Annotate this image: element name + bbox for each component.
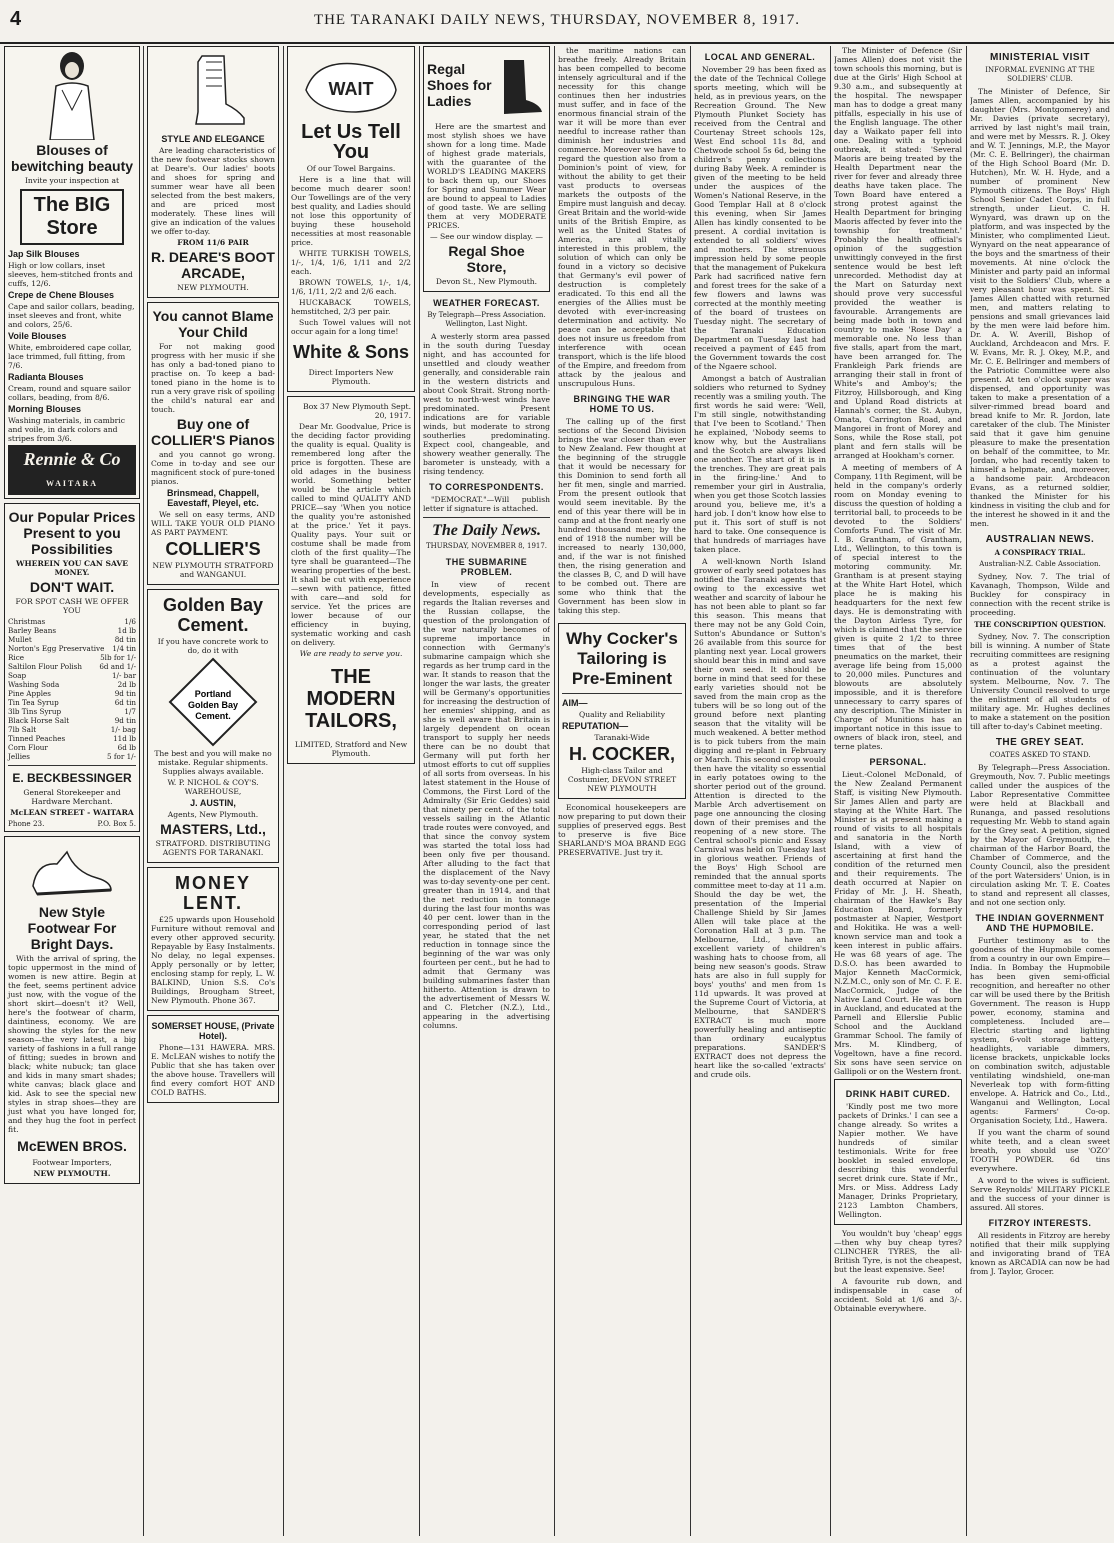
regal-title: Regal Shoes for Ladies <box>427 61 492 109</box>
australian-text-1: Sydney, Nov. 7. The trial of Kavanagh, Thompson, Wilde and Buckley for conspiracy in connection with the recent strike is proceeding. <box>970 572 1110 617</box>
general-text-2: A meeting of members of A Company, 11th Regiment, will be held in the company's orderly room on Monday evening to discuss the question of holding a territorial ball, to proceeds to be devoted to the Soldiers' Comforts Fund. The visit of Mr. I. B. Grantham, of Grantham, Ltd., Wellington, to this town is of special interest to the motoring community. Mr. Grantham is at present staying at the White Hart Hotel, which place he is making his headquarters for the next few days. He is demonstrating with the Dayton Airless Tyre, for which is claimed that the service given is quite 2 1/2 to three times that of the best pneumatics on the market, their average life being from 15,000 to 20,000 miles. Punctures and blowouts are absolutely impossible, and it is therefore unnecessary to carry spares of any description. The Minister in Charge of Munitions has an important notice in this issue to owners of black iron, steel, and terne plates. <box>834 463 962 751</box>
beckbessinger-phone: Phone 23. <box>8 819 45 828</box>
mcewen-name: McEWEN BROS. <box>17 1138 127 1154</box>
cocker-name: H. COCKER, <box>568 744 675 764</box>
blouse-item-desc: White, embroidered cape collar, lace trimmed, full fitting, from 7/6. <box>8 343 132 370</box>
indian-text: Further testimony as to the goodness of the Hupmobile comes from a country in our own Empire—India. In Bombay the Hupmobile has been given semi-official recognition, and hereafter no other car will be used there by the British Government. The reason is Hupp power, economy, stamina and completeness. Included are—Electric starting and lighting system, 6-volt storage battery, headlights, variable dimmers, license brackets, unpickable locks on combination switch, adjustable ventilating windshield, one-man Neverleak top with form-fitting envelope. A. Hatrick and Co., Ltd., Wanganui and Wellington, Local agents: Farmers' Co-op. Organisation Society, Ltd., Hawera. <box>970 936 1110 1125</box>
towels-note: Such Towel values will not occur again for a long time! <box>291 318 411 336</box>
beckbessinger-box: P.O. Box 5. <box>97 819 136 828</box>
price-value: 5 for 1/- <box>107 752 136 761</box>
column-2 <box>147 46 279 1536</box>
wives-text: A word to the wives is sufficient. Serve Reynolds' MILITARY PICKLE and the success of your dinner is assured. All stores. <box>970 1176 1110 1212</box>
weather-text: A westerly storm area passed in the south during Tuesday night, and has accounted for unsettled and cloudy weather generally, and considerable rain in the western districts and about Cook Strait. Strong north-west to north-west winds have predominated. Present indications are for variable winds, but moderate to strong southerlies predominating. Expect cool, changeable, and showery weather generally. The barometer is unsteady, with a rising tendency. <box>423 332 550 476</box>
drink-heading: DRINK HABIT CURED. <box>845 1089 951 1099</box>
price-item: Saltilon Flour Polish <box>8 662 82 671</box>
golden-after: The best and you will make no mistake. Regular shipments. Supplies always available. <box>154 749 272 776</box>
towel-item: HUCKABACK TOWELS, hemstitched, 2/3 per pair. <box>291 298 411 316</box>
aim-label: AIM— <box>562 698 588 708</box>
ministerial-sub: INFORMAL EVENING AT THE SOLDIERS' CLUB. <box>985 66 1095 83</box>
regal-window: — See our window display. — <box>430 232 543 241</box>
weather-heading: WEATHER FORECAST. <box>433 298 540 308</box>
grey-heading: THE GREY SEAT. <box>995 737 1085 748</box>
letus-sub: Of our Towel Bargains. <box>306 164 396 173</box>
blouse-item-name: Radianta Blouses <box>8 372 84 382</box>
deare-boot-ad <box>147 46 279 298</box>
column-3 <box>287 46 415 1536</box>
price-value: 6d and 1/- <box>99 662 136 671</box>
column-rule <box>554 46 555 1536</box>
white-sons-towels-ad <box>287 46 415 392</box>
submarine-heading: THE SUBMARINE PROBLEM. <box>445 557 528 577</box>
price-row <box>8 689 136 698</box>
local-heading: LOCAL AND GENERAL. <box>704 52 816 62</box>
fitzroy-heading: FITZROY INTERESTS. <box>988 1218 1092 1228</box>
local-text-2: Amongst a batch of Australian soldiers who returned to Sydney recently was a smiling youth. The first words he said were: 'Well, I'm still single, notwithstanding that I've been to Scotland.' Then he explained, 'Nobody seems to know why, but the Australians and the Scotch are always liked one another. The start of it is in the trenches. They are great pals in the firing-line.' And to remember your girl in Australia, when you get those Scotch lassies around you, believe me, it's a hard job. I don't know how else to put it. This sort of stuff is not hard to take. One consequence is that hundreds of marriages have taken place. <box>694 374 826 554</box>
deare-name: R. DEARE'S BOOT ARCADE, <box>151 249 275 281</box>
blouse-item-desc: Cream, round and square sailor collars, beading, from 8/6. <box>8 384 131 402</box>
price-item: Washing Soda <box>8 680 60 689</box>
blame-title: You cannot Blame Your Child <box>152 308 274 340</box>
price-row <box>8 743 136 752</box>
weather-sub: By Telegraph—Press Association. Wellington, Last Night. <box>427 311 546 328</box>
modern-tailors-name: THE MODERN TAILORS, <box>305 666 397 732</box>
colliers-title: Buy one of COLLIER'S Pianos <box>151 416 275 448</box>
mcewen-footwear-ad <box>4 836 140 1184</box>
austin-sub: Agents, New Plymouth. <box>167 810 259 819</box>
tooth-text: If you want the charm of sound white teeth, and a clean sweet breath, you should use 'OZO' TOOTH POWDER. 6d tins everywhere. <box>970 1128 1110 1173</box>
price-row <box>8 635 136 644</box>
clincher-text: You wouldn't buy 'cheap' eggs—then why buy cheap tyres? CLINCHER TYRES, the all-British Tyre, is not the cheapest, but the least expensive. See! <box>834 1229 962 1274</box>
somerset-text: Phone—131 HAWERA. MRS. E. McLEAN wishes to notify the Public that she has taken over the above house. Travellers will find every comfort HOT AND COLD BATHS. <box>151 1043 275 1097</box>
reputation-value: Taranaki-Wide <box>594 733 650 742</box>
price-item: 7lb Salt <box>8 725 37 734</box>
australian-sub-2: THE CONSCRIPTION QUESTION. <box>974 620 1106 629</box>
price-row <box>8 725 136 734</box>
price-value: 1/4 tin <box>112 644 136 653</box>
golden-text: If you have concrete work to do, do it with <box>157 637 269 655</box>
local-text: November 29 has been fixed as the date of the Technical College sports meeting, which will be held, as in previous years, on the Recreation Ground. The New Plymouth Plunket Society has received from the Central and Courtenay Street schools 12s, West End school 11s 8d, and Chetwode school 5s 6d, being the children's penny collections during Baby Week. A reminder is given of the meeting to be held under the auspices of the Women's National Reserve, in the Good Templar Hall at 8 o'clock this evening, when Sir James Allen has kindly consented to be present. A cordial invitation is extended to all soldiers' wives and mothers. The strenuous impression held by some people that the management of Pukekura Park had sacrificed native fern and forest trees for the sake of a few flowers and lawns was corrected at the monthly meeting of the board of trustees on Tuesday night. The secretary of the Taranaki Education Department on Tuesday last had received a payment of £45 from the Government towards the cost of the Ngaere school. <box>694 65 826 371</box>
footwear-text: With the arrival of spring, the topic uppermost in the mind of women is new attire. Begin at the feet, seems pertinent advice just now, with the vogue of the short skirt—doesn't it? Well, here's the footwear of charm, daintiness, economy. We are showing the styles for the new season—the very latest, a big variety of fashions in a full range of fitting; suedes in brown and black; white nubuck; tan glace and kids in many smart shades; white canvas; black glace and kid. Ask to see the special new styles in strap shoes—they are just what you have longed for, and they hug the foot in perfect fit. <box>8 954 136 1134</box>
price-item: Soap <box>8 671 27 680</box>
rennie-name: Rennie & Co <box>23 449 121 469</box>
money-text: £25 upwards upon Household Furniture without removal and every other approved security. Repayable by Easy Instalments. No delay, no legal expenses. Apply personally or by letter, enclosing stamp for reply, L. W. BALKIND, Union S.S. Co's Buildings, Brougham Street, New Plymouth. Phone 367. <box>151 915 275 1005</box>
masthead <box>0 0 1114 44</box>
correspondents-heading: TO CORRESPONDENTS. <box>429 482 544 492</box>
blouse-item-name: Morning Blouses <box>8 404 82 414</box>
mcewen-town: NEW PLYMOUTH. <box>33 1169 111 1178</box>
footwear-title: New Style Footwear For Bright Days. <box>27 904 117 952</box>
blouse-item-name: Jap Silk Blouses <box>8 249 80 259</box>
regal-text: Here are the smartest and most stylish shoes we have shown for a long time. Made of highest grade materials, with the guarantee of the WORLD'S LEADING MAKERS to back them up, our Shoes for Spring and Summer Wear are bound to appeal to Ladies of good taste. We are selling them at very MODERATE PRICES. <box>427 122 546 230</box>
grey-text: By Telegraph—Press Association. Greymouth, Nov. 7. Public meetings called under the auspices of the Labor Representative Committee were held at Blackball and Runanga, and passed resolutions requesting Mr. Webb to stand again for the Grey seat. A petition, signed by the Mayor of Greymouth, the chairman of the Harbor Board, the Chamber of Commerce, and the County Council, also the president of the port Watersiders' Union, is in circulation asking Mr. T. E. Coates to stand and represent all classes, and not one section only. <box>970 763 1110 907</box>
blouse-item-desc: High or low collars, inset sleeves, hem-stitched fronts and cuffs, 12/6. <box>8 261 133 288</box>
style-title: STYLE AND ELEGANCE <box>161 134 265 144</box>
price-item: Norton's Egg Preservative <box>8 644 105 653</box>
prices-title: Our Popular Prices Present to you Possibilities <box>8 509 136 557</box>
cocker-sub: High-class Tailor and Costumier, DEVON STREET NEW PLYMOUTH <box>567 766 677 793</box>
big-store-logo: The BIG Store <box>20 189 124 245</box>
colliers-text: and you cannot go wrong. Come in to-day and see our magnificent stock of pure-toned pianos. <box>151 450 275 486</box>
price-row <box>8 734 136 743</box>
price-item: Mullet <box>8 635 32 644</box>
price-value: 6d lb <box>117 743 136 752</box>
column-6 <box>694 46 826 1536</box>
price-item: Barley Beans <box>8 626 57 635</box>
blouses-invite: Invite your inspection at <box>24 176 120 185</box>
somerset-name: SOMERSET HOUSE, (Private Hotel). <box>151 1021 275 1041</box>
blouse-item-desc: Washing materials, in cambric and voile, in dark colors and stripes from 3/6. <box>8 416 125 443</box>
letter-head: Box 37 New Plymouth Sept. 20, 1917. <box>303 402 411 420</box>
regal-addr: Devon St., New Plymouth. <box>435 277 538 286</box>
price-list <box>8 617 136 761</box>
bringing-heading: BRINGING THE WAR HOME TO US. <box>573 394 671 414</box>
price-value: 5lb for 1/- <box>100 653 136 662</box>
beckbessinger-contact <box>8 819 136 828</box>
price-value: 1d lb <box>117 626 136 635</box>
australian-text-2: Sydney, Nov. 7. The conscription bill is winning. A number of State recruiting committees are resigning as a protest against the continuation of the voluntary system. Melbourne, Nov. 7. The University Council resolved to urge the enlistment of all students of military age. Mr. Hughes declines to make a statement on the position till after to-day's Cabinet meeting. <box>970 632 1110 731</box>
white-sons-sub: Direct Importers New Plymouth. <box>308 368 394 386</box>
price-item: Jellies <box>8 752 30 761</box>
masthead-title: THE TARANAKI DAILY NEWS, THURSDAY, NOVEMBER 8, 1917. <box>313 12 801 28</box>
blouse-item <box>8 404 136 443</box>
drink-text: 'Kindly post me two more packets of Drinks.' I can see a change already. So writes a Napier mother. We have hundreds of similar testimonials. Write for free booklet in sealed envelope, describing this wonderful secret drink cure. State if Mr., Mrs. or Miss. Address Lady Manager, Drinks Proprietary, 2123 Lambton Chambers, Wellington. <box>838 1102 958 1219</box>
australian-sub-1: A CONSPIRACY TRIAL. <box>994 548 1086 557</box>
beckbessinger-sub: General Storekeeper and Hardware Merchant. <box>23 788 121 806</box>
regal-shoes-ad <box>423 46 550 292</box>
collier-name: COLLIER'S <box>165 539 261 559</box>
daily-news-title: The Daily News. <box>432 522 541 539</box>
column-rule <box>966 46 967 1536</box>
price-item: Black Horse Salt <box>8 716 70 725</box>
big-store-blouses-ad <box>4 46 140 499</box>
column-rule <box>830 46 831 1536</box>
lady-illustration-icon <box>42 50 102 140</box>
price-item: Rice <box>8 653 24 662</box>
style-price: FROM 11/6 PAIR <box>177 238 249 247</box>
price-item: Christmas <box>8 617 46 626</box>
somerset-house-ad <box>147 1015 279 1103</box>
price-row <box>8 653 136 662</box>
ministerial-heading: MINISTERIAL VISIT <box>990 52 1090 63</box>
cocker-tailoring-ad <box>558 623 686 799</box>
price-value: 2d lb <box>117 680 136 689</box>
price-row <box>8 752 136 761</box>
letus-text: Here is a line that will become much dearer soon! Our Towellings are of the very best quality, and Ladies should not lose this opportunity of buying these household necessities at most reasonable price. <box>291 175 411 247</box>
australian-heading: AUSTRALIAN NEWS. <box>985 534 1095 545</box>
price-row <box>8 644 136 653</box>
cockers-title: Why Cocker's Tailoring is Pre-Eminent <box>566 629 678 688</box>
drink-habit-ad <box>834 1079 962 1225</box>
personal-text: Lieut.-Colonel McDonald, of the New Zealand Permanent Staff, is visiting New Plymouth. Sir James Allen and party are staying at the White Hart. The Minister is at present making a round of visits to all hospitals and sanatoria in the North Island, with a view of ascertaining at first hand the condition of the returned men and their requirements. The death occurred at Napier on Friday of Mr. J. H. Sheath, chairman of the Hawke's Bay Education Board, formerly postmaster at Napier, Westport and Hokitika. He was a well-known service man and took a keen interest in public affairs. He was 68 years of age. The D.S.O. has been awarded to Major Kenneth MacCormick, N.Z.M.C., only son of Mr. C. F. E. MacCormick, Judge of the Native Land Court. He was born in Auckland, and educated at the Parnell and Ellerslie Public School and the Auckland Grammar School. The family of Mrs. M. Klindberg, of Vogeltown, have a fine record. Six sons have seen service on Gallipoli or on the Western front. <box>834 770 962 1076</box>
white-sons-logo: White & Sons <box>293 342 409 362</box>
blouse-item-name: Crepe de Chene Blouses <box>8 290 115 300</box>
price-value: 1/6 <box>124 617 136 626</box>
economical-text: Economical housekeepers are now preparing to put down their supplies of preserved eggs. Best to preserve is five Bice SHARLAND'S MOA BRAND EGG PRESERVATIVE. Just try it. <box>558 803 686 857</box>
masters-sub: STRATFORD. DISTRIBUTING AGENTS FOR TARANAKI. <box>155 839 271 857</box>
grey-sub: COATES ASKED TO STAND. <box>989 751 1091 759</box>
indian-heading: THE INDIAN GOVERNMENT AND THE HUPMOBILE. <box>975 913 1105 933</box>
blouse-item-name: Voile Blouses <box>8 331 67 341</box>
towel-item: WHITE TURKISH TOWELS, 1/-, 1/4, 1/6, 1/11 and 2/2 each. <box>291 249 411 276</box>
price-value: 1/- bag <box>110 725 136 734</box>
wait-label: WAIT <box>328 79 374 99</box>
price-value: 1/7 <box>124 707 136 716</box>
reputation-label: REPUTATION— <box>562 721 629 731</box>
regal-header <box>427 50 546 120</box>
blame-text: For not making good progress with her music if she has only a bad-toned piano to practise on. To keep a bad-toned piano in the home is to run a very grave risk of spoiling the child's natural ear and touch. <box>151 342 275 414</box>
fitzroy-text: All residents in Fitzroy are hereby notified that their milk supplying and invigorating brand of TEA known as ARCADIA can now be had from J. Taylor, Grocer. <box>970 1231 1110 1276</box>
price-value: 11d lb <box>113 734 136 743</box>
modern-tailors-ad <box>287 396 415 764</box>
svg-text:Cement.: Cement. <box>195 711 231 721</box>
rennie-town: WAITARA <box>45 479 99 488</box>
dont-wait: DON'T WAIT. <box>29 579 115 595</box>
regal-shoe-icon <box>496 50 546 120</box>
column-rule <box>419 46 420 1536</box>
column-1 <box>4 46 140 1536</box>
beckbessinger-name: E. BECKBESSINGER <box>12 771 132 785</box>
modern-tailors-sub: LIMITED, Stratford and New Plymouth. <box>294 740 408 758</box>
prices-lead: FOR SPOT CASH WE OFFER YOU <box>15 597 129 615</box>
money-lent-ad <box>147 867 279 1011</box>
shoe-illustration-icon <box>27 842 117 902</box>
price-value: 1/- bar <box>111 671 136 680</box>
blouse-item <box>8 249 136 288</box>
column-4 <box>423 46 550 1536</box>
deare-town: NEW PLYMOUTH. <box>177 283 249 292</box>
local-text-3: A well-known North Island grower of early seed potatoes has notified the Taranaki agents that owing to the excessive wet weather and scarcity of labour he has not been able to plant so far this season. This means that there may not be any Gold Coin, Sutton's Abundance or Sutton's 26 available from this source for planting next year. Local growers should bear this in mind and save their own seed. It should be borne in mind that seed for these early varieties should not be saved from the main crop as the tubers will be so long out of the ground before next planting season that the vitality will be much weakened. A better method is to pick tubers from the main digging and re-plant in February or March. This second crop would then have the vitality so essential in early potatoes owing to the shorter period out of the ground. Attention is directed to the Marble Arch advertisement on page one announcing the closing down of their premises and the reopening of a new store. The Central school's picnic and Essay Carnival was held on Tuesday last in glorious weather. Friends of the Boys' High School are reminded that the annual sports committee meet to-day at 11 a.m. Should the day be wet, the presentation of the Imperial Challenge Shield by Sir James Allen will take place at the Coronation Hall at 3 p.m. The Melbourne, Ltd., have an excellent variety of children's washing hats to choose from, all being new season's goods. Straw hats are also in full supply for boys' youths' and men from 1s 11d upwards. It was proved at the Supreme Court of Victoria, at Melbourne, that SANDER'S EXTRACT is much more powerfully healing and antiseptic than ordinary eucalyptus preparations. SANDER'S EXTRACT does not depress the heart like the so-called 'extracts' and crude oils. <box>694 557 826 1079</box>
column-7 <box>834 46 962 1536</box>
beckbessinger-addr: McLEAN STREET - WAITARA <box>10 808 134 817</box>
style-text: Are leading characteristics of the new footwear stocks shown at Deare's. Our ladies' boots and shoes for spring and summer wear have all been selected from the best makers, and are priced most moderately. These lines will give an indication of the values we offer to-day. <box>151 146 275 236</box>
price-row <box>8 617 136 626</box>
divider <box>423 517 550 518</box>
price-value: 8d tin <box>114 635 136 644</box>
nichol-warehouse: W. P. NICHOL & COY'S. WAREHOUSE, <box>167 778 259 796</box>
ministerial-text: The Minister of Defence, Sir James Allen, accompanied by his daughter (Mrs. Montgomerey) and Mr. Davies (private secretary), arrived by last night's mail train, and were met by Messrs. R. J. Okey and W. T. Jennings, M.P., the Mayor (Mr. C. E. Bellringer), the chairman of the High School Board (Mr. D. Hutchen), Mr. W. H. Hyde, and a number of prominent New Plymouth citizens. The Boys' High School Senior Cadet Corps, in full strength, under Lieut. C. H. Wynyard, was drawn up on the platform, and was inspected by the Minister, who complimented Lieut. Wynyard on the neat appearance of the boys and the smartness of their movements. At nine o'clock the Minister and party paid an informal visit to the Soldiers' Club, where a very pleasant hour was spent. Sir James Allen chatted with returned men, and matters relating to pensions and small grievances laid by the men were laid before him. Dr. A. W. Averill, Bishop of Auckland, Archdeacon and Mrs. F. W. Evans, Mr. R. J. Okey, M.P., and Mr. C. E. Bellringer and members of the Patriotic Committee were also present. At ten o'clock supper was dispensed, and opportunity was taken to make a presentation of a silver-rimmed bread board and bread knife to Mr. R. Jordon, late caretaker of the club. The Minister said that it gave him genuine pleasure to make the presentation on behalf of the committee, to Mr. Jordan, who had recently taken to himself a helpmate, and, moreover, a handsome pair. Archdeacon Evans, as a returned soldier, thanked the Minister for his kindness in visiting the club and for the interest he showed in it and the men. <box>970 87 1110 528</box>
price-row <box>8 716 136 725</box>
masters-name: MASTERS, Ltd., <box>160 821 266 837</box>
serve-line: We are ready to serve you. <box>299 649 403 658</box>
blouse-item <box>8 372 136 402</box>
golden-title: Golden Bay Cement. <box>162 595 264 635</box>
blouse-item-desc: Cape and sailor collars, beading, inset sleeves and front, white and colors, 25/6. <box>8 302 135 329</box>
price-item: Tin Tea Syrup <box>8 698 59 707</box>
price-row <box>8 671 136 680</box>
price-item: 3lb Tins Syrup <box>8 707 62 716</box>
boot-illustration-icon <box>178 52 248 132</box>
regal-store: Regal Shoe Store, <box>448 243 525 275</box>
piano-makers: Brinsmead, Chappell, Eavestaff, Pleyel, etc. <box>166 488 260 508</box>
divider <box>562 693 682 694</box>
blouses-title: Blouses of bewitching beauty <box>10 142 134 174</box>
column-rule <box>143 46 144 1536</box>
divider <box>8 765 136 766</box>
daily-news-date: THURSDAY, NOVEMBER 8, 1917. <box>425 542 548 550</box>
svg-text:Portland: Portland <box>194 689 232 699</box>
war-text: the maritime nations can breathe freely. Already Britain has been compelled to become intensely agricultural and if the necessity for this change continues then her industries must suffer, and in face of the enormous financial strain of the war it will be more than ever needful to increase rather than diminish her industries and commerce. Moreover we have to regard the question also from a Dominion's point of view, for without the ability to get their vast products to overseas markets the outposts of the Empire must languish and decay. Great Britain and the world-wide units of the British Empire, as well as the United States of America, are all vitally interested in this problem, the solution of which can only be found in a victory so decisive that Germany's evil power of destruction is completely eradicated. To this end all the energies of the Allies must be devoted with ever-increasing determination and activity. No peace can be acceptable that does not insure us freedom from interference with ocean transport, which is the life blood of the Empire, and freedom from attack by the jealous and unscrupulous Huns. <box>558 46 686 388</box>
general-text: The Minister of Defence (Sir James Allen) does not visit the town schools this morning, but is due at the Girls' High School at 9.30 a.m., and subsequently at the hospital. The newspaper man has to dodge a great many pitfalls, especially in his use of the English language. The other day a Waikato paper fell into one. Dealing with a typhoid outbreak, it stated: 'Several Maoris are being treated by the Health Department near the river for fever and already three deaths have taken place. The Town Board have entered a strong protest against the Health Department for bringing Maoris affected by fever into the township for treatment.' Probably the health official's opinion of the suggestion unwittingly conveyed in the first sentence would be best left unrecorded. Methodist day at the Mart on Saturday next should prove very successful provided the weather is favourable. Arrangements are being made both in town and country to make 'Rose Day' a memorable one. No less than five stalls, apart from the mart, have been arranged for. The Frankleigh Park friends are arranging their stall in front of White's and Amboy's; the Fitzroy, Hillsborough, and King and Upland Road districts at Hannah's corner, the St. Aubyn, Omata, Carrington Road, and Mangorei in front of Morey and Sons, while the Rose stall, pot plant and fern stalls will be arranged at Hookham's corner. <box>834 46 962 460</box>
price-value: 9d tin <box>114 716 136 725</box>
blouse-item <box>8 331 136 370</box>
rubdown-text: A favourite rub down, and indispensable in case of accident. Sold at 1/6 and 3/-. Obtainable everywhere. <box>834 1277 962 1313</box>
collier-towns: NEW PLYMOUTH STRATFORD and WANGANUI. <box>152 561 274 579</box>
makers-text: We sell on easy terms, AND WILL TAKE YOUR OLD PIANO AS PART PAYMENT. <box>151 510 275 537</box>
towel-item: BROWN TOWELS, 1/-, 1/4, 1/6, 1/11, 2/2 and 2/6 each. <box>291 278 411 296</box>
money-title: MONEY LENT. <box>174 873 251 913</box>
page-number: 4 <box>10 8 22 30</box>
price-row <box>8 698 136 707</box>
column-rule <box>283 46 284 1536</box>
price-row <box>8 707 136 716</box>
prices-sub: WHEREIN YOU CAN SAVE MONEY. <box>15 559 129 577</box>
mcewen-sub: Footwear Importers, <box>32 1158 112 1167</box>
price-row <box>8 626 136 635</box>
svg-text:Golden Bay: Golden Bay <box>187 700 239 710</box>
price-item: Tinned Peaches <box>8 734 66 743</box>
price-value: 6d tin <box>114 698 136 707</box>
bringing-text: The calling up of the first sections of the Second Division brings the war closer than ever to New Zealand. Few thought at the beginning of the struggle that it would be necessary for this Dominion to send forth all her fit men, single and married. From the present outlook that would seem inevitable. By the end of this year there will be in camp and at the front nearly one hundred thousand men; by the end of 1918 the number will be increased to nearly 130,000, and, if the war is not finished then, the rising generation and the classes B, C, and D will have to be combed out. There are some who think that the Government has been slow in taking this step. <box>558 417 686 615</box>
letter-text: Dear Mr. Goodvalue, Price is the deciding factor providing the quality is equal. Quality is remembered long after the price is forgotten. These are old adages in the business world. Something better would be the article which called to mind QUALITY AND PRICE—say 'When you notice the quality you're astonished at the price.' Yet it pays. Quality pays. Your suit or costume shall be made from cloth of the first quality—The tyre shall be guaranteed—The wearing properties of the best. It shall be cut with experience—sewn with patience, fitted with care—and sold for service. Yet the prices are lower because of our efficiency in buying, systematic working and cash on delivery. <box>291 422 411 647</box>
austin-name: J. AUSTIN, <box>190 798 236 808</box>
portland-diamond-icon <box>168 657 258 747</box>
popular-prices-ad <box>4 503 140 832</box>
blouse-item <box>8 290 136 329</box>
price-row <box>8 680 136 689</box>
submarine-text: In view of recent developments, especially as regards the Italian reverses and the Russian collapse, the question of the prolongation of the war naturally becomes of supreme importance in connection with Germany's submarine campaign which she regards as her trump card in the war. It stands to reason that the longer the war lasts, the greater will be Germany's opportunities for increasing the destruction of her enemies' shipping, and as she is well aware that Britain is largely dependent on ocean transport to supply her needs there can be no doubt that Germany will put forth her utmost efforts to cut off supplies of all sorts from overseas. In his latest statement in the House of Commons, the First Lord of the Admiralty (Sir Eric Geddes) said that ninety per cent. of the total vessels sailing in the Atlantic trade routes were convoyed, and that since the convoy system was started the total loss had been only five per thousand. After alluding to the fact that the displacement of the Navy was to-day seventy-one per cent. greater than in 1914, and that the net reduction in tonnage during the last four months was 40 per cent. lower than in the corresponding period of last year, he stated that the net reduction in tonnage since the beginning of the war was only fourteen per cent., but he had to admit that Germany was building submarines faster than hitherto. Attention is drawn to the advertisement of Messrs W. and C. Fletcher (N.Z.), Ltd., appearing in the advertising columns. <box>423 580 550 1030</box>
price-item: Pine Apples <box>8 689 51 698</box>
collier-pianos-ad <box>147 302 279 585</box>
column-5 <box>558 46 686 1536</box>
letus-title: Let Us Tell You <box>301 121 401 163</box>
column-8 <box>970 46 1110 1536</box>
australian-cable: Australian-N.Z. Cable Association. <box>979 560 1101 568</box>
rennie-logo <box>8 445 136 495</box>
price-row <box>8 662 136 671</box>
correspondents-text: "DEMOCRAT."—Will publish letter if signature is attached. <box>423 495 550 513</box>
column-rule <box>690 46 691 1536</box>
wait-hand-icon <box>296 50 406 120</box>
price-value: 9d tin <box>114 689 136 698</box>
golden-bay-cement-ad <box>147 589 279 863</box>
price-item: Corn Flour <box>8 743 48 752</box>
personal-heading: PERSONAL. <box>869 757 927 767</box>
aim-value: Quality and Reliability <box>578 710 666 719</box>
